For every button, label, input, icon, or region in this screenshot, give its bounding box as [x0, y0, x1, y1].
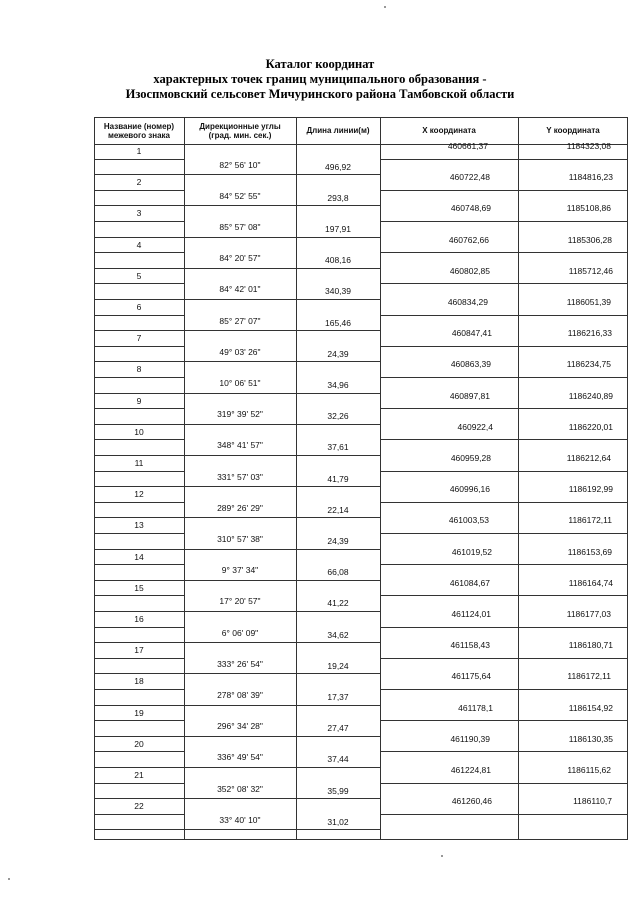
- line-length: 293,8: [327, 192, 349, 203]
- direction-angle: 352° 08' 32": [217, 783, 263, 794]
- row-rule: [94, 798, 184, 799]
- header-x: [380, 126, 518, 135]
- y-coordinate: 1186216,33: [567, 328, 612, 339]
- line-length: 66,08: [327, 567, 349, 578]
- y-coordinate: 1186172,11: [568, 515, 612, 526]
- row-rule: [380, 720, 628, 721]
- line-length: 34,96: [327, 380, 349, 390]
- row-rule: [94, 689, 184, 690]
- row-rule: [380, 252, 628, 253]
- point-name: 14: [134, 551, 144, 562]
- point-name: 21: [134, 770, 144, 780]
- header-name-line: межевого знака: [107, 131, 171, 140]
- y-coordinate: 1186154,92: [568, 702, 613, 713]
- x-coordinate: 460834,29: [447, 297, 488, 307]
- x-coordinate: 461158,43: [450, 640, 490, 651]
- direction-angle: 84° 52' 55": [219, 190, 261, 201]
- y-coordinate: 1185108,86: [566, 203, 611, 214]
- x-coordinate: 461084,67: [449, 577, 490, 588]
- row-rule: [184, 424, 380, 425]
- header-angle-line: Дирекционные углы: [199, 122, 281, 131]
- x-coordinate: 460897,81: [449, 390, 490, 401]
- direction-angle: 333° 26' 54": [217, 658, 263, 669]
- line-length: 31,02: [327, 816, 349, 827]
- scan-speck: [441, 855, 443, 857]
- line-length: 37,61: [327, 442, 349, 453]
- row-rule: [380, 377, 628, 378]
- direction-angle: 82° 56' 10": [219, 159, 261, 170]
- point-name: 19: [134, 707, 144, 718]
- direction-angle: 10° 06' 51": [219, 378, 261, 388]
- y-coordinate: 1186192,99: [568, 484, 613, 495]
- row-rule: [94, 439, 184, 440]
- y-coordinate: 1184816,23: [568, 172, 613, 183]
- point-name: 10: [134, 426, 144, 437]
- y-coordinate: 1185306,28: [567, 234, 612, 245]
- direction-angle: 9° 37' 34": [221, 565, 259, 576]
- row-rule: [380, 346, 628, 347]
- row-rule: [94, 658, 184, 659]
- line-length: 22,14: [327, 504, 349, 515]
- direction-angle: 348° 41' 57": [217, 440, 263, 451]
- x-coordinate: 460661,37: [447, 141, 488, 151]
- point-name: 18: [134, 676, 144, 687]
- point-name: 11: [134, 458, 144, 468]
- x-coordinate: 460922,4: [457, 421, 493, 432]
- row-rule: [184, 393, 380, 394]
- point-name: 7: [136, 333, 142, 344]
- row-rule: [380, 658, 628, 659]
- header-name-line: Название (номер): [103, 122, 175, 131]
- row-rule: [380, 564, 628, 565]
- point-name: 16: [134, 614, 144, 624]
- row-rule: [94, 377, 184, 378]
- point-name: 1: [136, 146, 142, 156]
- line-length: 408,16: [325, 255, 351, 266]
- point-name: 20: [134, 738, 144, 749]
- point-name: 12: [134, 489, 144, 500]
- row-rule: [94, 611, 184, 612]
- row-rule: [380, 283, 628, 284]
- direction-angle: 278° 08' 39": [217, 690, 263, 700]
- row-rule: [380, 689, 628, 690]
- line-length: 34,62: [327, 629, 349, 640]
- row-rule: [94, 268, 184, 269]
- row-rule: [94, 283, 184, 284]
- x-coordinate: 460802,85: [449, 265, 490, 276]
- row-rule: [380, 315, 628, 316]
- x-coordinate: 461003,53: [448, 515, 489, 526]
- x-coordinate: 461260,46: [451, 796, 492, 807]
- line-length: 197,91: [325, 224, 351, 234]
- row-rule: [94, 190, 184, 191]
- row-rule: [380, 221, 628, 222]
- x-coordinate: 461124,01: [451, 609, 491, 619]
- title-line-3: Изоспмовский сельсовет Мичуринского района Тамбовской области: [125, 87, 515, 101]
- y-coordinate: 1186130,35: [568, 733, 613, 744]
- line-length: 165,46: [325, 317, 351, 328]
- row-rule: [380, 783, 628, 784]
- direction-angle: 331° 57' 03": [217, 471, 263, 482]
- row-rule: [380, 595, 628, 596]
- point-name: 13: [134, 520, 144, 531]
- point-name: 2: [136, 177, 142, 188]
- row-rule: [184, 705, 380, 706]
- direction-angle: 84° 42' 01": [219, 284, 261, 295]
- x-coordinate: 461178,1: [458, 702, 493, 713]
- header-x-line: X координата: [422, 126, 476, 135]
- row-rule: [184, 798, 380, 799]
- row-rule: [184, 829, 380, 830]
- column-rule: [94, 117, 95, 840]
- y-coordinate: 1186051,39: [566, 297, 611, 307]
- point-name: 22: [134, 801, 144, 812]
- column-rule: [518, 117, 519, 840]
- row-rule: [94, 424, 184, 425]
- row-rule: [94, 361, 184, 362]
- row-rule: [94, 767, 184, 768]
- row-rule: [380, 159, 628, 160]
- line-length: 27,47: [327, 723, 349, 734]
- row-rule: [184, 361, 380, 362]
- row-rule: [94, 346, 184, 347]
- row-rule: [94, 315, 184, 316]
- row-rule: [94, 751, 184, 752]
- coordinates-table: [94, 117, 628, 840]
- row-rule: [94, 839, 628, 840]
- header-length: [296, 126, 380, 135]
- row-rule: [94, 205, 184, 206]
- row-rule: [184, 205, 380, 206]
- x-coordinate: 460748,69: [450, 203, 491, 214]
- row-rule: [94, 174, 184, 175]
- row-rule: [380, 814, 628, 815]
- row-rule: [94, 783, 184, 784]
- direction-angle: 49° 03' 26": [219, 346, 261, 357]
- direction-angle: 17° 20' 57": [219, 596, 261, 607]
- y-coordinate: 1186180,71: [568, 640, 613, 651]
- row-rule: [94, 408, 184, 409]
- point-name: 4: [136, 239, 142, 250]
- y-coordinate: 1186153,69: [567, 546, 612, 557]
- row-rule: [94, 736, 184, 737]
- document-title: [0, 57, 640, 102]
- y-coordinate: 1186220,01: [568, 421, 613, 432]
- x-coordinate: 460863,39: [450, 359, 491, 370]
- row-rule: [94, 517, 184, 518]
- y-coordinate: 1186172,11: [567, 671, 611, 682]
- scan-speck: [384, 6, 386, 8]
- scan-speck: [8, 878, 10, 880]
- row-rule: [94, 237, 184, 238]
- y-coordinate: 1184323,08: [566, 141, 611, 151]
- line-length: 19,24: [327, 660, 349, 671]
- row-rule: [380, 471, 628, 472]
- row-rule: [380, 190, 628, 191]
- title-line-1: Каталог координат: [265, 57, 375, 71]
- y-coordinate: 1186234,75: [566, 359, 611, 370]
- line-length: 41,79: [327, 473, 349, 484]
- x-coordinate: 460959,28: [450, 453, 491, 463]
- row-rule: [94, 117, 628, 118]
- row-rule: [184, 174, 380, 175]
- x-coordinate: 460996,16: [449, 484, 490, 495]
- direction-angle: 85° 27' 07": [219, 315, 261, 326]
- row-rule: [94, 330, 184, 331]
- header-name: [94, 122, 184, 140]
- direction-angle: 310° 57' 38": [217, 534, 263, 544]
- direction-angle: 33° 40' 10": [219, 814, 261, 825]
- row-rule: [94, 252, 184, 253]
- point-name: 8: [136, 364, 142, 375]
- point-name: 15: [134, 582, 144, 593]
- row-rule: [94, 564, 184, 565]
- row-rule: [94, 486, 184, 487]
- row-rule: [94, 627, 184, 628]
- row-rule: [94, 580, 184, 581]
- x-coordinate: 460722,48: [449, 172, 490, 183]
- row-rule: [94, 642, 184, 643]
- point-name: 17: [134, 645, 144, 656]
- direction-angle: 85° 57' 08": [219, 222, 261, 232]
- line-length: 41,22: [327, 598, 349, 609]
- row-rule: [184, 517, 380, 518]
- header-y: [518, 126, 628, 135]
- header-length-line: Длина линии(м): [306, 126, 370, 135]
- column-rule: [380, 117, 381, 840]
- row-rule: [184, 268, 380, 269]
- direction-angle: 336° 49' 54": [217, 752, 263, 763]
- column-rule: [627, 117, 628, 840]
- point-name: 9: [136, 395, 142, 406]
- row-rule: [94, 393, 184, 394]
- line-length: 340,39: [325, 286, 351, 297]
- direction-angle: 289° 26' 29": [217, 502, 263, 513]
- header-angle-line: (град. мин. сек.): [208, 131, 272, 140]
- row-rule: [184, 736, 380, 737]
- y-coordinate: 1186110,7: [573, 796, 612, 807]
- line-length: 17,37: [327, 692, 349, 702]
- row-rule: [184, 455, 380, 456]
- y-coordinate: 1186212,64: [566, 453, 611, 463]
- row-rule: [94, 533, 184, 534]
- row-rule: [380, 627, 628, 628]
- y-coordinate: 1186164,74: [568, 577, 613, 588]
- row-rule: [94, 595, 184, 596]
- header-y-line: Y координата: [546, 126, 600, 135]
- x-coordinate: 460847,41: [451, 328, 492, 339]
- x-coordinate: 461190,39: [450, 733, 490, 744]
- row-rule: [380, 408, 628, 409]
- line-length: 24,39: [327, 536, 349, 546]
- point-name: 5: [136, 270, 142, 281]
- row-rule: [94, 299, 184, 300]
- line-length: 496,92: [325, 161, 351, 172]
- row-rule: [94, 471, 184, 472]
- y-coordinate: 1186240,89: [568, 390, 613, 401]
- row-rule: [94, 502, 184, 503]
- direction-angle: 296° 34' 28": [217, 721, 263, 732]
- row-rule: [184, 237, 380, 238]
- row-rule: [380, 533, 628, 534]
- title-line-2: характерных точек границ муниципального образования -: [153, 72, 487, 86]
- y-coordinate: 1185712,46: [568, 265, 613, 276]
- row-rule: [94, 455, 184, 456]
- row-rule: [184, 611, 380, 612]
- direction-angle: 6° 06' 09": [221, 627, 259, 638]
- row-rule: [184, 330, 380, 331]
- row-rule: [184, 642, 380, 643]
- row-rule: [94, 705, 184, 706]
- row-rule: [94, 549, 184, 550]
- point-name: 3: [136, 208, 142, 219]
- x-coordinate: 460762,66: [448, 234, 489, 245]
- direction-angle: 84° 20' 57": [219, 253, 261, 264]
- row-rule: [380, 751, 628, 752]
- row-rule: [94, 221, 184, 222]
- row-rule: [94, 829, 184, 830]
- row-rule: [94, 673, 184, 674]
- row-rule: [184, 767, 380, 768]
- point-name: 6: [136, 302, 142, 312]
- row-rule: [184, 299, 380, 300]
- row-rule: [184, 673, 380, 674]
- row-rule: [94, 159, 184, 160]
- line-length: 24,39: [327, 348, 349, 359]
- row-rule: [184, 486, 380, 487]
- x-coordinate: 461019,52: [451, 546, 492, 557]
- y-coordinate: 1186177,03: [566, 609, 611, 619]
- header-angle: [184, 122, 296, 140]
- row-rule: [184, 580, 380, 581]
- line-length: 35,99: [327, 785, 349, 796]
- row-rule: [380, 502, 628, 503]
- x-coordinate: 461224,81: [450, 765, 491, 775]
- y-coordinate: 1186115,62: [567, 765, 611, 775]
- line-length: 37,44: [327, 754, 349, 765]
- row-rule: [94, 814, 184, 815]
- row-rule: [380, 439, 628, 440]
- row-rule: [184, 549, 380, 550]
- direction-angle: 319° 39' 52": [217, 409, 263, 420]
- row-rule: [94, 720, 184, 721]
- x-coordinate: 461175,64: [451, 671, 491, 682]
- line-length: 32,26: [327, 411, 349, 422]
